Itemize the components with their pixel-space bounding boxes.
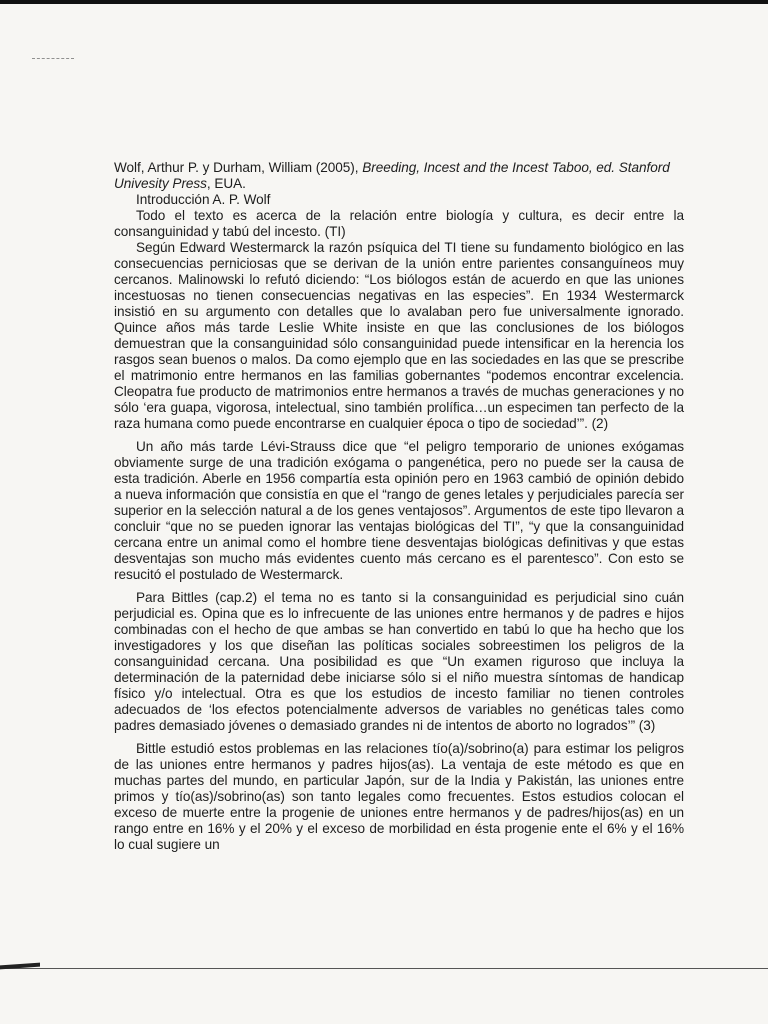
citation-authors: Wolf, Arthur P. y Durham, William (2005),: [114, 160, 363, 175]
scan-artifact-mark: [32, 58, 74, 65]
paragraph-5: Bittle estudió estos problemas en las relaciones tío(a)/sobrino(a) para estimar los peligros de las uniones entre hermanos y padres hijos(as). La ventaja de este método es que en muchas partes del mundo, en particular Japón, sur de la India y Pakistán, las uniones entre primos y tío(as)/sobrino(as) son tanto legales como frecuentes. Estos estudios colocan el exceso de muerte entre la progenie de uniones entre hermanos y de padres/hijos(as) en un rango entre en 16% y el 20% y el exceso de morbilidad en ésta progenie ente el 6% y el 16% lo cual sugiere un: [114, 741, 684, 852]
citation-title: Breeding, Incest and the Incest Taboo, ed. Stanford Univesity Press: [114, 160, 670, 191]
paragraph-4: Para Bittles (cap.2) el tema no es tanto si la consanguinidad es perjudicial sino cuán perjudicial es. Opina que es lo infrecuente de las uniones entre hermanos y de padres e hijos combinadas con el hecho de que ambas se han convertido en tabú lo que ha hecho que los investigadores y los que diseñan las políticas sociales sobreestimen los peligros de la consanguinidad cercana. Una posibilidad es que “Un examen riguroso que incluya la determinación de la paternidad debe iniciarse sólo si el niño muestra síntomas de handicap físico y/o intelectual. Otra es que los estudios de incesto familiar no tienen controles adecuados de ‘los efectos potencialmente adversos de variables no genéticas tales como padres demasiado jóvenes o demasiado grandes ni de intentos de aborto no logrados’” (3): [114, 590, 684, 733]
paragraph-3: Un año más tarde Lévi-Strauss dice que “el peligro temporario de uniones exógamas obviamente surge de una tradición exógama o pangenética, pero no puede ser la causa de esta tradición. Aberle en 1956 compartía esta opinión pero en 1963 cambió de opinión debido a nueva información que consistía en que el “rango de genes letales y perjudiciales parecía ser superior en la selección natural a de los genes ventajosos”. Argumentos de este tipo llevaron a concluir “que no se pueden ignorar las ventajas biológicas del TI”, “y que la consanguinidad cercana entre un animal como el hombre tiene desventajas biológicas definitivas y que estas desventajas son mucho más evidentes cuento más cercano es el parentesco”. Con esto se resucitó el postulado de Westermarck.: [114, 439, 684, 582]
scan-bottom-edge: [0, 968, 768, 969]
scan-top-edge: [0, 0, 768, 4]
paragraph-1: Todo el texto es acerca de la relación entre biología y cultura, es decir entre la consanguinidad y tabú del incesto. (TI): [114, 208, 684, 239]
citation-place: , EUA.: [206, 176, 246, 191]
introduction-heading: Introducción A. P. Wolf: [136, 192, 271, 207]
document-body: [114, 160, 684, 853]
bibliographic-citation: [114, 160, 684, 192]
paragraph-2: Según Edward Westermarck la razón psíquica del TI tiene su fundamento biológico en las consecuencias perniciosas que se derivan de la unión entre parientes consanguíneos muy cercanos. Malinowski lo refutó diciendo: “Los biólogos están de acuerdo en que las uniones incestuosas no tienen consecuencias negativas en las especies”. En 1934 Westermarck insistió en su argumento con detalles que lo avalaban pero fue universalmente ignorado. Quince años más tarde Leslie White insiste en que las conclusiones de los biólogos demuestran que la consanguinidad sólo consanguinidad puede intensificar en la herencia los rasgos sean buenos o malos. Da como ejemplo que en las sociedades en las que se prescribe el matrimonio entre hermanos en las familias gobernantes “podemos encontrar excelencia. Cleopatra fue producto de matrimonios entre hermanos a través de muchas generaciones y no sólo ‘era guapa, vigorosa, intelectual, sino también prolífica…un especimen tan perfecto de la raza humana como puede encontrarse en cualquier época o tipo de sociedad’”. (2): [114, 240, 684, 431]
